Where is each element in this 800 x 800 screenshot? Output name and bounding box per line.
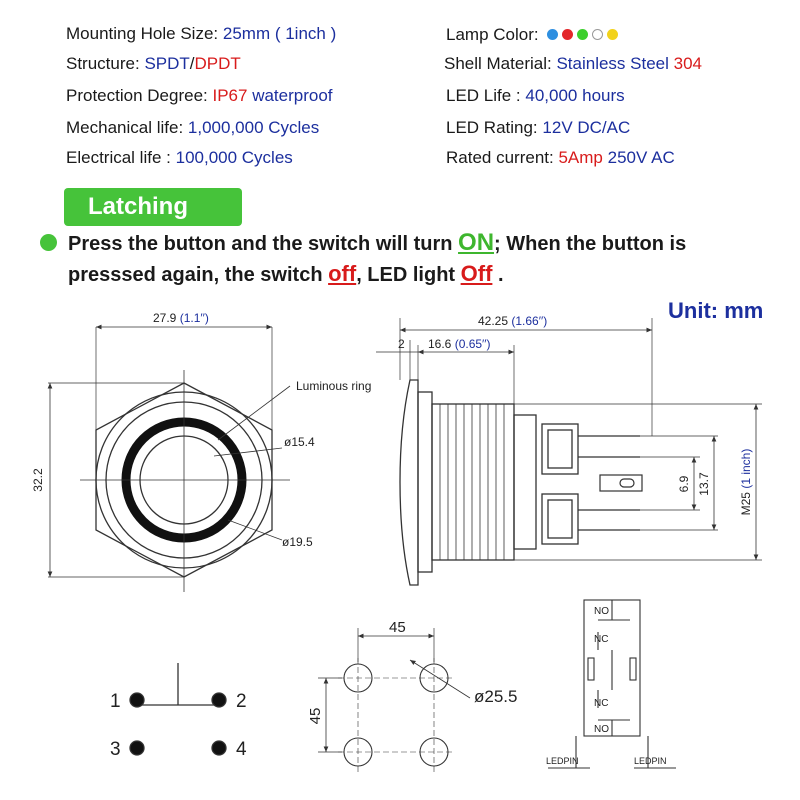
cutout-dim-y-text: 45	[307, 707, 324, 725]
spec-value: 25mm ( 1inch )	[222, 24, 337, 43]
pin-4-dot	[212, 741, 226, 755]
spec-value-spdt: SPDT	[144, 54, 190, 73]
led-left-bar	[588, 658, 594, 680]
spec-label: Mechanical life:	[66, 118, 184, 137]
thread-text: M25 (1 inch)	[739, 448, 753, 516]
spec-value-voltage: 250V AC	[602, 148, 675, 167]
unit-label: Unit: mm	[668, 298, 764, 323]
spec-separator: /	[189, 54, 195, 73]
spec-value-waterproof: waterproof	[247, 86, 333, 105]
front-width-text: 27.9 (1.1′′)	[153, 311, 209, 325]
spec-value-grade: 304	[673, 54, 703, 73]
terminal-pins	[578, 436, 642, 530]
spec-value-amp: 5Amp	[558, 148, 603, 167]
side-total-text: 42.25 (1.66′′)	[478, 314, 548, 328]
spec-label: Lamp Color:	[446, 24, 539, 44]
bezel-profile	[400, 380, 418, 585]
desc-off: off	[328, 261, 357, 286]
dim-69-text: 6.9	[677, 475, 691, 493]
spec-label: LED Life :	[446, 86, 521, 105]
leader-d195	[228, 520, 282, 540]
spec-value: 12V DC/AC	[542, 118, 631, 137]
wiring-ledpin-right: LEDPIN	[634, 756, 667, 766]
diameter-inner-label: ø15.4	[284, 435, 315, 449]
terminal-blocks-bottom	[542, 494, 578, 544]
spec-value-dpdt: DPDT	[194, 54, 241, 73]
thread-lines	[440, 404, 504, 560]
front-view	[48, 327, 290, 592]
cutout-hole-text: ø25.5	[474, 687, 518, 706]
spec-label: Shell Material:	[444, 54, 552, 73]
spec-label: Protection Degree:	[66, 86, 208, 105]
terminal-blocks-top	[542, 424, 578, 474]
side-flange-text: 2	[398, 337, 405, 351]
pin-2-label: 2	[236, 691, 247, 712]
desc-text: Press the button and the switch will turn	[68, 233, 459, 255]
threaded-body	[432, 404, 514, 560]
pin-2-dot	[212, 693, 226, 707]
dim-137-text: 13.7	[697, 472, 711, 496]
desc-text: ; When the button is	[494, 233, 687, 255]
panel-cutout	[318, 628, 470, 772]
spec-value-ip: IP67	[212, 86, 248, 105]
wiring-ledpin-left: LEDPIN	[546, 756, 579, 766]
wiring-no-top: NO	[594, 606, 609, 617]
pin-3-label: 3	[110, 739, 121, 760]
spec-value: 40,000 hours	[525, 86, 625, 105]
spec-value: 100,000 Cycles	[175, 148, 293, 167]
desc-text: , LED light	[356, 264, 461, 286]
desc-text: presssed again, the switch	[68, 264, 329, 286]
pin-4-label: 4	[236, 739, 247, 760]
side-view	[376, 318, 762, 585]
switch-housing	[514, 415, 536, 549]
spec-label: Structure:	[66, 54, 140, 73]
spec-label: Rated current:	[446, 148, 554, 167]
wiring-nc-top: NC	[594, 634, 609, 645]
spec-label: Electrical life :	[66, 148, 171, 167]
nut-profile	[418, 392, 432, 572]
spec-label: Mounting Hole Size:	[66, 24, 219, 43]
spec-value: Stainless Steel	[556, 54, 674, 73]
wiring-no-bottom: NO	[594, 724, 609, 735]
side-body-text: 16.6 (0.65′′)	[428, 337, 491, 351]
diameter-outer-label: ø19.5	[282, 535, 313, 549]
latching-badge: Latching	[64, 188, 242, 226]
cutout-dim-x-text: 45	[389, 619, 406, 636]
wiring-nc-bottom: NC	[594, 698, 609, 709]
spec-label: LED Rating:	[446, 118, 538, 137]
desc-text: .	[492, 264, 504, 286]
desc-on: ON	[458, 229, 495, 256]
pin-3-dot	[130, 741, 144, 755]
led-right-bar	[630, 658, 636, 680]
pin-layout	[130, 663, 226, 755]
pin-1-dot	[130, 693, 144, 707]
leader-luminous	[218, 386, 290, 440]
luminous-ring-label: Luminous ring	[296, 379, 372, 393]
wiring-diagram	[548, 600, 676, 768]
spec-value: 1,000,000 Cycles	[187, 118, 320, 137]
pin-1-label: 1	[110, 691, 121, 712]
desc-off-led: Off	[460, 261, 493, 286]
front-height-text: 32.2	[31, 468, 45, 492]
